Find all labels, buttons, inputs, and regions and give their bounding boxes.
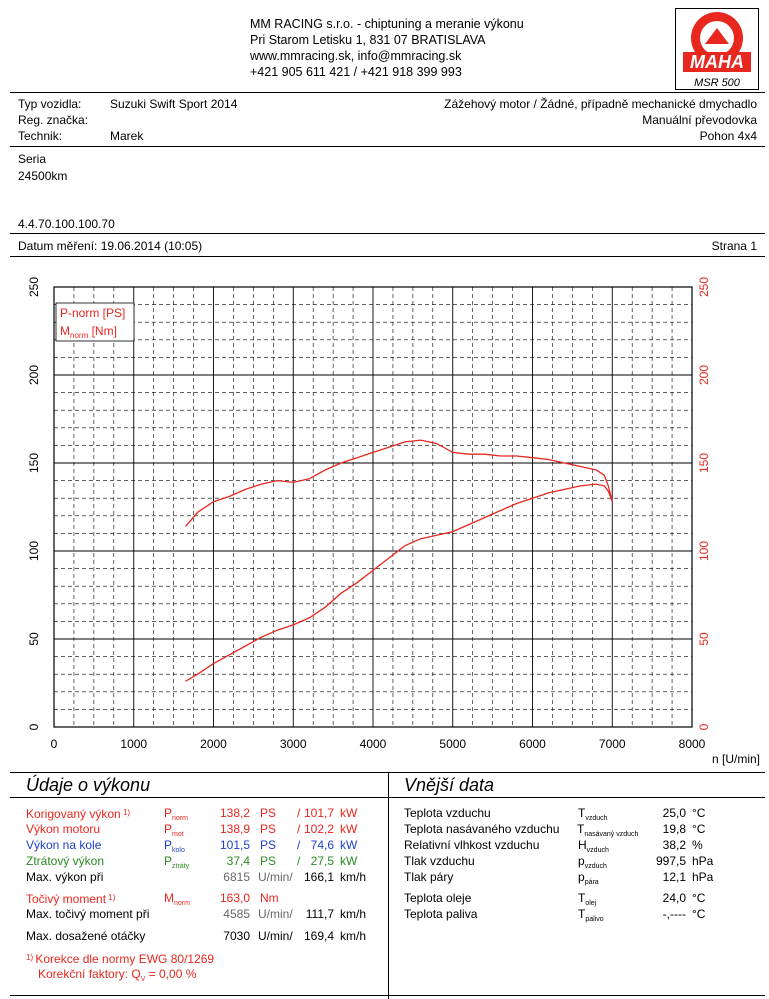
y-tick-label-left: 0: [27, 723, 41, 731]
torque-rpm-label: Max. točivý moment při: [26, 907, 150, 921]
reg-label: Reg. značka:: [18, 113, 89, 127]
perf-symbol: $P_{kolo}$: [164, 838, 185, 854]
torque-rpm-unit: U/min/: [258, 907, 293, 921]
ext-symbol: $T_{olej}$: [578, 891, 597, 907]
perf-symbol: $P_{mot}$: [164, 822, 184, 838]
x-tick-label: 7000: [598, 737, 626, 751]
external-title: Vnější data: [404, 775, 495, 795]
perf-separator: /: [297, 854, 301, 868]
x-tick-label: 1000: [120, 737, 148, 751]
ext-symbol: $p_{vzduch}$: [578, 854, 607, 870]
y-tick-label-right: 250: [697, 276, 711, 298]
external-table: Teplota vzduchu $T_{vzduch}$ 25,0 °C Teplota nasávaného vzduchu $T_{nasávaný vzduch}$ 19,8 °C Relativní vlhkost vzduchu $H_{vzduch}$ 38,2 % Tlak vzduchu $p_{vzduch}$ 997,5 hPa Tlak páry $p_{pára}$ 12,1 hPa Teplota oleje $T_{olej}$ 24,0 °C Teplota paliva $T_{palivo}$ ----,- °C: [0, 0, 769, 999]
x-tick-label: 5000: [439, 737, 467, 751]
ext-unit: °C: [692, 907, 706, 921]
y-tick-label-right: 150: [697, 452, 711, 474]
company-name: MM RACING s.r.o. - chiptuning a meranie výkonu: [250, 17, 524, 31]
perf-unit: PS: [260, 822, 277, 836]
perf-unit-2: kW: [340, 822, 358, 836]
ext-symbol: $p_{pára}$: [578, 870, 599, 886]
performance-table: Korigovaný výkon $^{1)}$ $P_{norm}$ 138,2 PS / 101,7 kW Výkon motoru $P_{mot}$ 138,9 PS / 102,2 kW Výkon na kole $P_{kolo}$ 101,5 PS / 74,6 kW Ztrátový výkon $P_{ztráty}$ 37,4 PS / 27,5 kW Max. výkon při 6815 U/min/ 166,1 km/h Točivý moment $^{1)}$ $M_{norm}$ 163,0 Nm Max. točivý moment při 4585 U/min/ 111,7 km/h Max. dosažené otáčky 7030 U/min/ 169,4 km/h $^{1)}$ Korekce dle normy EWG 80/1269 Korekční faktory: $Q_V = 0,00$ %: [0, 0, 388, 999]
perf-unit: PS: [260, 806, 277, 820]
company-web: www.mmracing.sk, info@mmracing.sk: [250, 49, 462, 63]
note-line-1: Seria: [18, 152, 47, 166]
y-tick-label-left: 200: [27, 364, 41, 386]
torque-unit: Nm: [260, 891, 279, 905]
perf-separator: /: [297, 806, 301, 820]
ext-unit: hPa: [692, 870, 714, 884]
y-tick-label-right: 0: [697, 723, 711, 731]
perf-unit: U/min/: [258, 870, 293, 884]
note-line-2: 24500km: [18, 169, 68, 183]
x-tick-label: 3000: [279, 737, 307, 751]
column-divider: [388, 772, 389, 999]
y-tick-label-right: 50: [697, 632, 711, 646]
logo-text: MAHA: [690, 52, 744, 72]
y-tick-label-right: 100: [697, 540, 711, 562]
x-axis-label: n [U/min]: [711, 752, 760, 766]
type-label: Typ vozidla:: [18, 97, 82, 111]
perf-symbol: $P_{norm}$: [164, 806, 188, 822]
torque-label: Točivý moment $^{1)}$: [26, 892, 116, 906]
drive-type: Pohon 4x4: [699, 129, 757, 143]
perf-unit-2: km/h: [340, 870, 367, 884]
footnote-correction: $^{1)}$ Korekce dle normy EWG 80/1269: [26, 952, 215, 966]
x-tick-label: 8000: [678, 737, 706, 751]
ext-unit: °C: [692, 806, 706, 820]
page-number: Strana 1: [711, 239, 757, 253]
company-phone: +421 905 611 421 / +421 918 399 993: [250, 65, 462, 79]
tech-label: Technik:: [18, 129, 63, 143]
x-tick-label: 4000: [359, 737, 387, 751]
ext-label: Teplota vzduchu: [404, 806, 491, 820]
max-rpm-unit: U/min/: [258, 929, 293, 943]
type-value: Suzuki Swift Sport 2014: [110, 97, 238, 111]
perf-label: Výkon motoru: [26, 822, 101, 836]
perf-label: Ztrátový výkon: [26, 854, 105, 868]
perf-label: Výkon na kole: [26, 838, 102, 852]
y-tick-label-left: 250: [27, 276, 41, 298]
y-tick-label-left: 50: [27, 632, 41, 646]
y-tick-label-left: 100: [27, 540, 41, 562]
ext-label: Relativní vlhkost vzduchu: [404, 838, 540, 852]
x-tick-label: 2000: [200, 737, 227, 751]
torque-speed-unit: km/h: [340, 907, 367, 921]
y-tick-label-right: 200: [697, 364, 711, 386]
ext-unit: hPa: [692, 854, 714, 868]
legend-torque: $M_{norm}$ [Nm]: [60, 324, 117, 340]
engine-type: Zážehový motor / Žádné, případně mechanické dmychadlo: [444, 97, 757, 111]
footnote-factors: Korekční faktory: $Q_V = 0,00$ %: [38, 967, 197, 983]
perf-separator: /: [297, 838, 301, 852]
perf-unit-2: kW: [340, 854, 358, 868]
perf-symbol: $P_{ztráty}$: [164, 854, 190, 870]
perf-unit: PS: [260, 838, 277, 852]
torque-symbol: $M_{norm}$: [164, 891, 190, 907]
perf-unit: PS: [260, 854, 277, 868]
ext-label: Tlak páry: [404, 870, 454, 884]
ext-symbol: $T_{vzduch}$: [578, 806, 608, 822]
gearbox-type: Manuální převodovka: [642, 113, 757, 127]
settings-code: 4.4.70.100.100.70: [18, 217, 115, 231]
ext-label: Tlak vzduchu: [404, 854, 475, 868]
perf-label: Korigovaný výkon $^{1)}$: [26, 807, 131, 821]
max-rpm-label: Max. dosažené otáčky: [26, 929, 146, 943]
legend-power: P-norm [PS]: [60, 306, 126, 320]
logo-model: MSR 500: [694, 77, 740, 89]
maha-logo: [675, 8, 759, 90]
ext-label: Teplota nasávaného vzduchu: [404, 822, 560, 836]
ext-label: Teplota oleje: [404, 891, 472, 905]
measurement-date: Datum měření: 19.06.2014 (10:05): [18, 239, 203, 253]
x-tick-label: 0: [50, 737, 58, 751]
ext-symbol: $H_{vzduch}$: [578, 838, 609, 854]
perf-label: Max. výkon při: [26, 870, 104, 884]
ext-unit: °C: [692, 891, 706, 905]
ext-unit: °C: [692, 822, 706, 836]
company-address: Pri Starom Letisku 1, 831 07 BRATISLAVA: [250, 33, 486, 47]
ext-label: Teplota paliva: [404, 907, 478, 921]
ext-unit: %: [692, 838, 703, 852]
tech-value: Marek: [110, 129, 144, 143]
max-rpm-speed-unit: km/h: [340, 929, 367, 943]
y-tick-label-left: 150: [27, 452, 41, 474]
ext-symbol: $T_{nasávaný vzduch}$: [577, 822, 639, 838]
ext-symbol: $T_{palivo}$: [578, 907, 604, 923]
perf-separator: /: [297, 822, 301, 836]
performance-title: Údaje o výkonu: [26, 775, 151, 795]
perf-unit-2: kW: [340, 838, 358, 852]
x-tick-label: 6000: [519, 737, 546, 751]
perf-unit-2: kW: [340, 806, 358, 820]
